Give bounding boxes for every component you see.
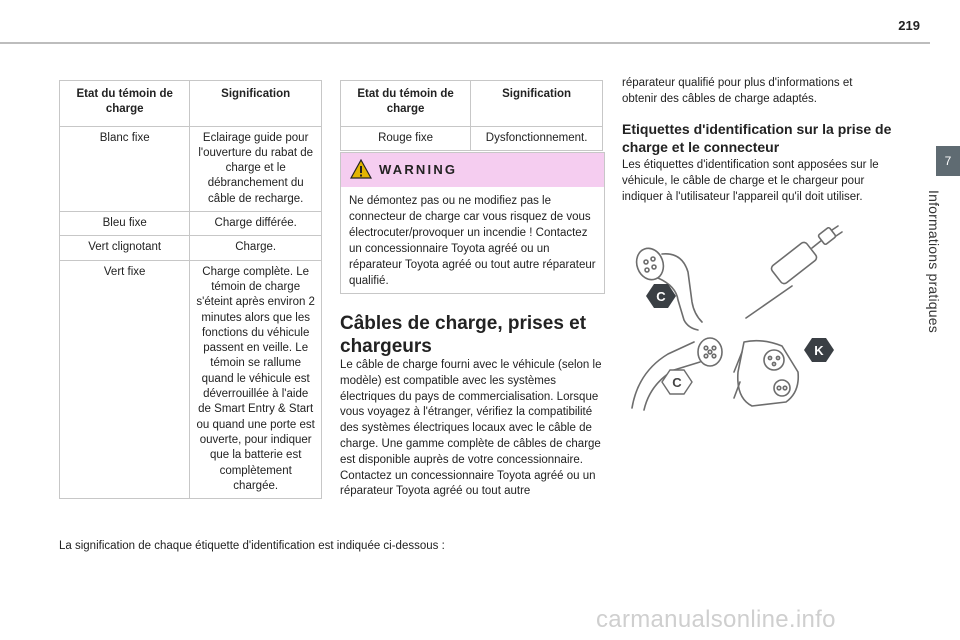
page-number: 219 [898,18,920,33]
table-row [60,212,322,236]
table-cell: Blanc fixe [60,126,190,211]
table-row [60,260,322,498]
table-cell: Charge. [190,236,322,260]
table-row [60,236,322,260]
charging-connectors-illustration [622,222,852,422]
section-title: Câbles de charge, prises et chargeurs [340,313,587,357]
warning-triangle-icon [350,159,372,179]
watermark: carmanualsonline.info [596,606,836,633]
label-c-text: C [656,289,666,304]
column-header: Signification [471,81,603,127]
column-header: Etat du témoin de charge [341,81,471,127]
header-divider [0,42,930,44]
subsection-title: Etiquettes d'identification sur la prise de charge et le connecteur [622,121,892,155]
table-cell: Charge complète. Le témoin de charge s'éteint après environ 2 minutes alors que les fonctions du véhicule passent en veille. Le témoin se rallume quand le véhicule est déverrouillée à l'aide de Smart Entry & Start ou quand une porte est ouverte, pour indiquer que la batterie est complètement chargée. [190,260,322,498]
warning-header [341,153,604,187]
chapter-title [922,190,942,390]
charging-cable-drawing [746,226,842,318]
section-body: Le câble de charge fourni avec le véhicule (selon le modèle) est compatible avec les systèmes électriques du pays de commercialisation. Lorsque vous voyagez à l'étranger, vérifiez la compatibilité des systèmes électriques locaux avec le câble de charge. Une gamme complète de câbles de charge est disponible auprès de votre concessionnaire. Contactez un concessionnaire Toyota agréé ou un réparateur Toyota agréé ou tout autre [340,359,602,498]
chapter-title-text: Informations pratiques [926,190,942,333]
continuation-text: réparateur qualifié pour plus d'informations et obtenir des câbles de charge adaptés. [622,77,853,105]
charge-indicator-table [59,80,322,499]
table-row [341,126,603,150]
table-cell: Vert clignotant [60,236,190,260]
table-row [60,126,322,211]
table-cell: Dysfonctionnement. [471,126,603,150]
charge-indicator-table-continued [340,80,603,151]
footer-text: La signification de chaque étiquette d'identification est indiquée ci-dessous : [59,540,445,552]
table-cell: Charge différée. [190,212,322,236]
table-header-row [60,81,322,127]
warning-box [340,152,605,294]
column-header: Signification [190,81,322,127]
label-k-text: K [814,343,824,358]
subsection-body: Les étiquettes d'identification sont apposées sur le véhicule, le câble de charge et le chargeur pour indiquer à l'utilisateur l'appareil qu'il doit utiliser. [622,159,879,203]
chapter-tab[interactable]: 7 [936,146,960,176]
label-c-text: C [672,375,682,390]
table-cell: Bleu fixe [60,212,190,236]
column-header: Etat du témoin de charge [60,81,190,127]
warning-text: Ne démontez pas ou ne modifiez pas le connecteur de charge car vous risquez de vous électrocuter/provoquer un incendie ! Contactez un concessionnaire Toyota agréé ou un réparateur Toyota agréé ou tout autre réparateur qualifié. [349,195,596,287]
vehicle-socket-drawing [734,341,798,406]
label-k-dark [804,338,834,362]
table-cell: Eclairage guide pour l'ouverture du rabat de charge et le débranchement du câble de recharge. [190,126,322,211]
table-cell: Rouge fixe [341,126,471,150]
label-c-outline [662,370,692,394]
table-header-row [341,81,603,127]
warning-title: WARNING [379,162,458,177]
table-cell: Vert fixe [60,260,190,498]
